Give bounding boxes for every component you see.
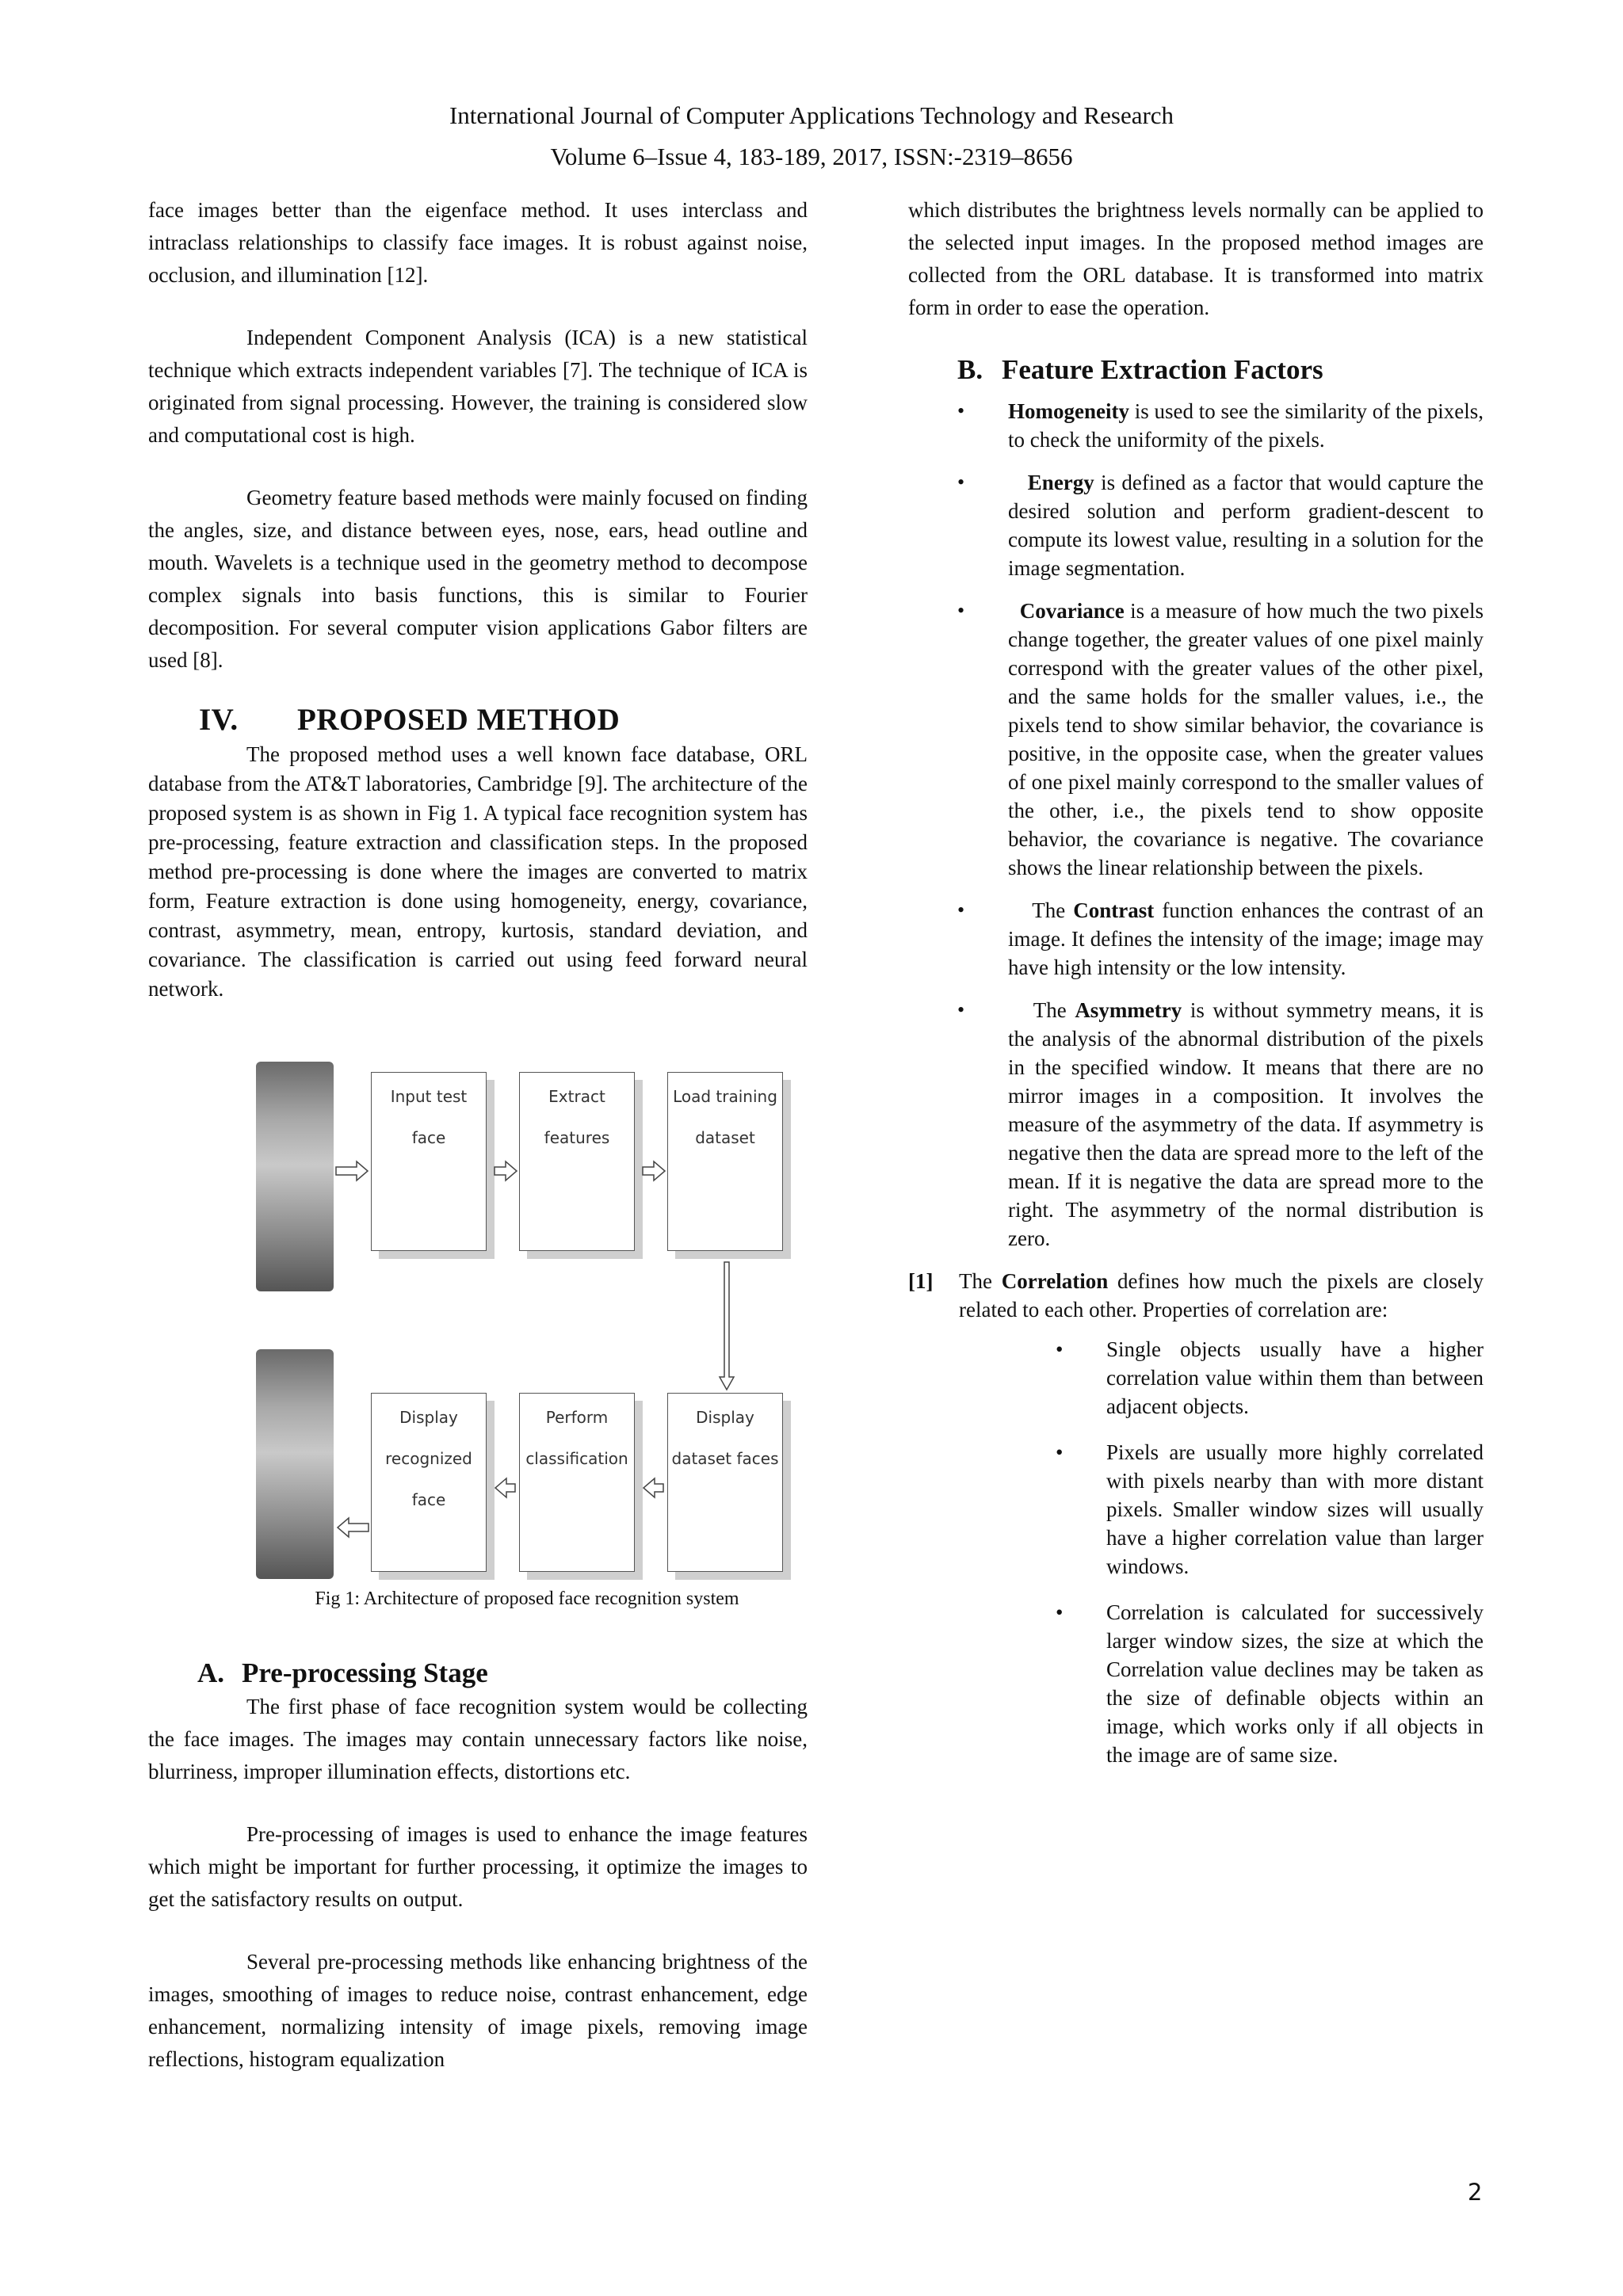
subsection-number: A. (197, 1657, 225, 1688)
list-item (908, 1438, 1484, 1581)
term: Asymmetry (1075, 998, 1182, 1022)
list-item-asymmetry (908, 996, 1484, 1253)
bullet-icon: • (1056, 1337, 1064, 1361)
paragraph-ica: Independent Component Analysis (ICA) is a new statistical technique which extracts independent variables [7]. The technique of ICA is originated from signal processing. However, the training is considered slow and computational cost is high. (148, 326, 808, 447)
list-item-covariance (908, 597, 1484, 882)
subsection-heading-feature-extraction (957, 353, 1484, 387)
section-heading-proposed-method (199, 700, 808, 740)
right-column (908, 194, 1484, 1787)
box-label: Input test face (390, 1087, 468, 1147)
lead: The (1032, 898, 1074, 922)
arrow-left-icon (338, 1518, 369, 1537)
box-label: Perform (545, 1408, 609, 1427)
left-column (148, 194, 808, 1004)
definition: function enhances the contrast of an image. It defines the intensity of the image; image may have high intensity or the low intensity. (1008, 898, 1484, 979)
arrow-left-icon (643, 1478, 663, 1497)
box-label: Display dataset faces (671, 1408, 779, 1468)
subsection-title: Pre-processing Stage (242, 1657, 488, 1688)
paragraph-preprocessing-2: Pre-processing of images is used to enhance the image features which might be important for further processing, it optimize the images to get the satisfactory results on output. (148, 1822, 808, 1911)
architecture-figure (254, 1060, 800, 1609)
bullet-icon: • (957, 998, 965, 1021)
paragraph-preprocessing-1: The first phase of face recognition system would be collecting the face images. The images may contain unnecessary factors like noise, blurriness, improper illumination effects, distortions etc. (148, 1695, 808, 1783)
item-text: Pixels are usually more highly correlated with pixels nearby than with more distant pixels. Smaller window sizes will usually have a higher correlation value than larger windows. (1106, 1440, 1484, 1578)
arrow-right-icon (336, 1161, 368, 1180)
box-label: face (411, 1490, 446, 1509)
box-label: Display recognized (385, 1408, 472, 1468)
arrow-left-icon (495, 1478, 515, 1497)
paragraph-geometry: Geometry feature based methods were mainly focused on finding the angles, size, and distance between eyes, nose, ears, head outline and mouth. Wavelets is a technique used in the geometry method to decompose complex signals into basis functions, this is similar to Fourier decomposition. For several computer vision applications Gabor filters are used [8]. (148, 486, 808, 672)
box-label: classification (525, 1449, 628, 1468)
bullet-icon: • (1056, 1440, 1064, 1464)
term: Contrast (1073, 898, 1155, 922)
lead: The (959, 1269, 1002, 1293)
box-label: Load training (673, 1087, 777, 1106)
bullet-icon: • (957, 898, 965, 921)
box-label: Extract features (544, 1087, 610, 1147)
list-item (908, 1335, 1484, 1421)
box-label: dataset (695, 1128, 755, 1147)
list-item-homogeneity (908, 397, 1484, 454)
section-number: IV. (199, 703, 239, 737)
paragraph: which distributes the brightness levels normally can be applied to the selected input images. In the proposed method images are collected from the ORL database. It is transformed into matrix form in order to ease the operation. (908, 198, 1484, 319)
term: Homogeneity (1008, 399, 1129, 423)
list-item (908, 1598, 1484, 1769)
term: Energy (1027, 471, 1094, 494)
bullet-icon: • (957, 471, 965, 494)
bullet-icon: • (957, 599, 965, 622)
term: Correlation (1001, 1269, 1109, 1293)
subsection-heading-preprocessing (197, 1656, 808, 1691)
left-column-lower (148, 1656, 808, 2076)
page-number: 2 (1468, 2179, 1483, 2206)
journal-title: International Journal of Computer Applications Technology and Research (449, 101, 1174, 129)
subsection-number: B. (957, 354, 983, 385)
item-text: Correlation is calculated for successively larger window sizes, the size at which the Correlation value declines may be taken as the size of definable objects within an image, which works only if all objects in the image are of same size. (1106, 1600, 1484, 1767)
term: Covariance (1019, 599, 1125, 623)
figure-caption: Fig 1: Architecture of proposed face recognition system (315, 1589, 739, 1609)
volume-info: Volume 6–Issue 4, 183-189, 2017, ISSN:-2319–8656 (550, 143, 1073, 170)
lead: The (1033, 998, 1075, 1022)
item-text: Single objects usually have a higher correlation value within them than between adjacent objects. (1106, 1337, 1484, 1418)
section-title: PROPOSED METHOD (297, 703, 621, 737)
arrow-right-icon (643, 1161, 665, 1180)
definition: defines how much the pixels are closely related to each other. Properties of correlation are: (959, 1269, 1484, 1322)
paragraph: face images better than the eigenface method. It uses interclass and intraclass relationships to classify face images. It is robust against noise, occlusion, and illumination [12]. (148, 198, 808, 287)
flow-arrows (254, 1060, 800, 1583)
correlation-properties-list (908, 1335, 1484, 1769)
bullet-icon: • (1056, 1600, 1064, 1624)
numbered-item-correlation (908, 1267, 1484, 1324)
definition: is defined as a factor that would capture the desired solution and perform gradient-descent to compute its lowest value, resulting in a solution for the image segmentation. (1008, 471, 1484, 580)
definition: is without symmetry means, it is the analysis of the abnormal distribution of the pixels in the specified window. It means that there are no mirror images in a composition. It involves the measure of the asymmetry of the data. If asymmetry is negative then the data are spread more to the left of the mean. If it is negative the data are spread more to the right. The asymmetry of the normal distribution is zero. (1008, 998, 1484, 1250)
arrow-down-icon (720, 1262, 734, 1390)
feature-list (908, 397, 1484, 1253)
list-item-contrast (908, 896, 1484, 982)
item-number: [1] (908, 1269, 934, 1293)
definition: is used to see the similarity of the pixels, to check the uniformity of the pixels. (1008, 399, 1484, 452)
paragraph-preprocessing-3: Several pre-processing methods like enhancing brightness of the images, smoothing of images to reduce noise, contrast enhancement, edge enhancement, normalizing intensity of image pixels, removing image reflections, histogram equalization (148, 1950, 808, 2071)
list-item-energy (908, 468, 1484, 582)
paragraph-proposed: The proposed method uses a well known face database, ORL database from the AT&T laboratories, Cambridge [9]. The architecture of the proposed system is as shown in Fig 1. A typical face recognition system has pre-processing, feature extraction and classification steps. In the proposed method pre-processing is done where the images are converted to matrix form, Feature extraction is done using homogeneity, energy, covariance, contrast, asymmetry, mean, entropy, kurtosis, standard deviation, and covariance. The classification is carried out using feed forward neural network. (148, 742, 808, 1001)
bullet-icon: • (957, 399, 965, 422)
arrow-right-icon (495, 1161, 517, 1180)
subsection-title: Feature Extraction Factors (1002, 354, 1323, 385)
definition: is a measure of how much the two pixels change together, the greater values of one pixel mainly correspond with the greater values of the other pixel, and the same holds for the smaller values, i.e., the pixels tend to show similar behavior, the covariance is positive, in the opposite case, when the greater values of one pixel mainly correspond to the smaller values of the other, i.e., the pixels tend to show opposite behavior, the covariance is negative. The covariance shows the linear relationship between the pixels. (1008, 599, 1484, 879)
